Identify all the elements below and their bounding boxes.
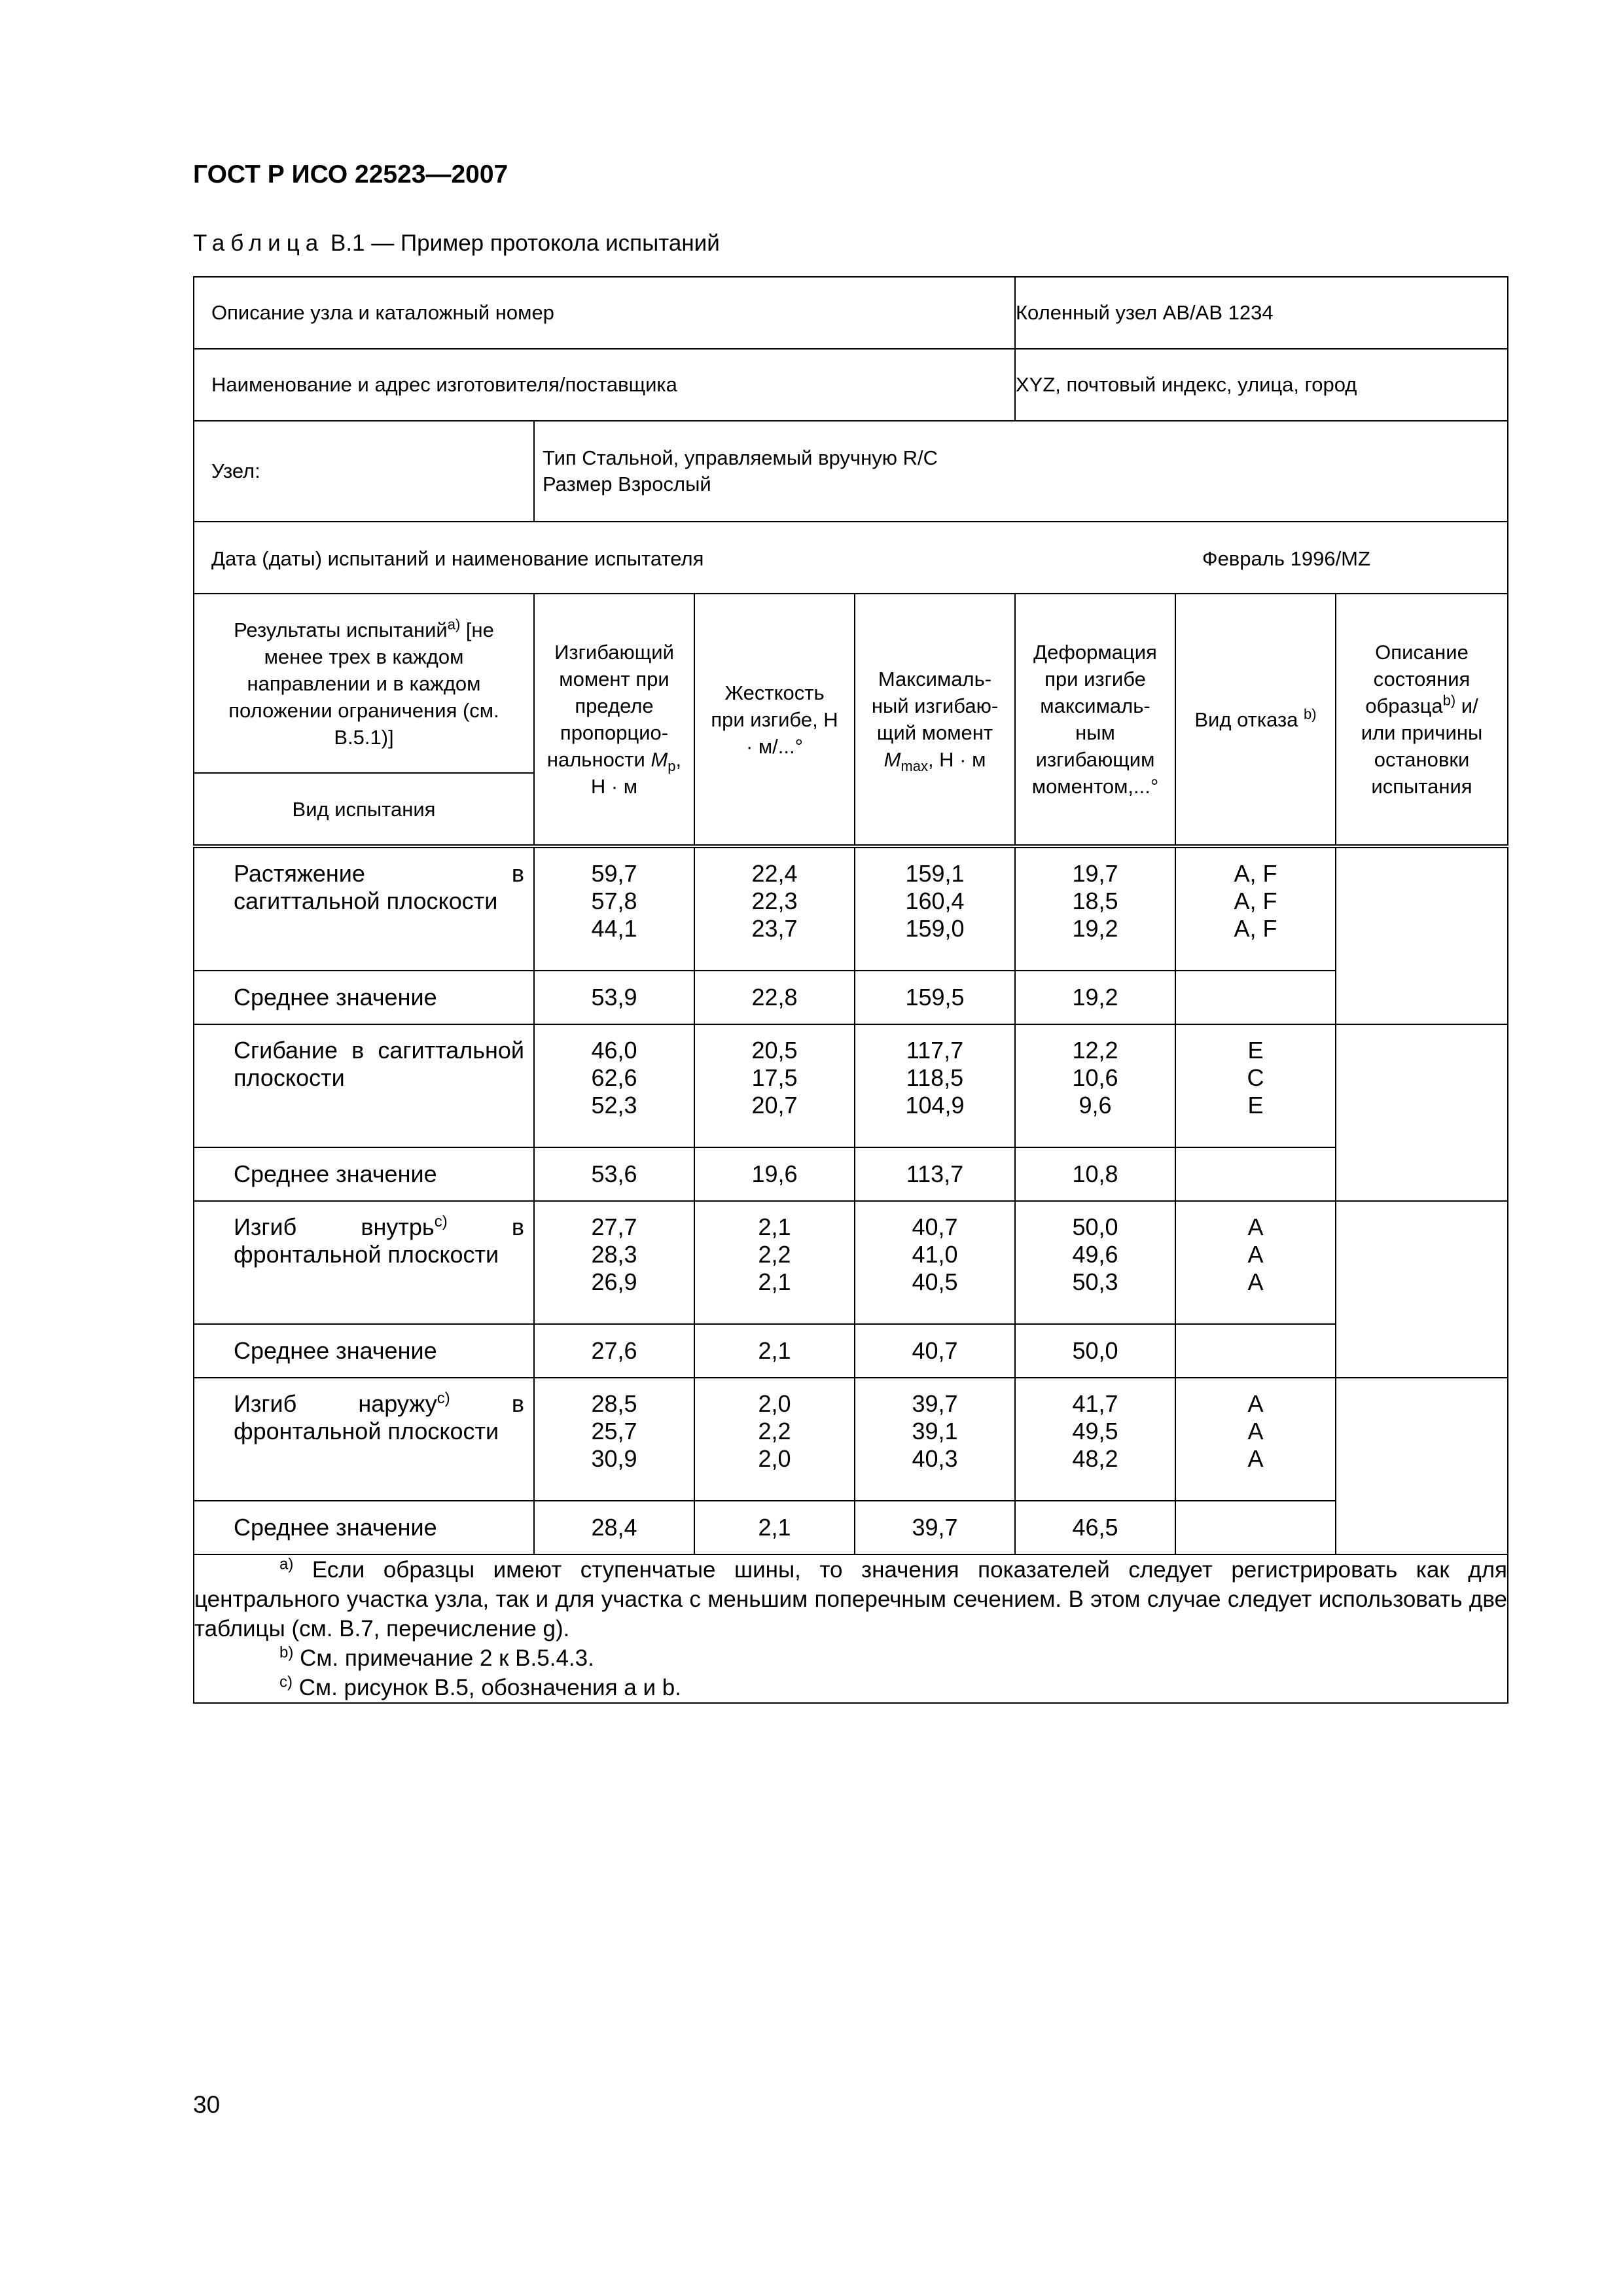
max-moment-values: 159,1 160,4 159,0 <box>855 846 1015 971</box>
failure-values: A A A <box>1175 1378 1336 1501</box>
average-failure <box>1175 1501 1336 1554</box>
node-type: Тип Стальной, управляемый вручную R/C <box>543 446 938 469</box>
average-deformation: 50,0 <box>1015 1324 1175 1378</box>
table-row-average <box>194 1147 1508 1201</box>
header-deformation: Деформация при изгибе максималь-ным изгибающим моментом,...° <box>1015 594 1175 846</box>
failure-values: A A A <box>1175 1201 1336 1324</box>
deformation-values: 50,0 49,6 50,3 <box>1015 1201 1175 1324</box>
header-moment: Изгибающий момент при пределе пропорцио-нальности $M_p$, Н · м <box>534 594 694 846</box>
maker-label: Наименование и адрес изготовителя/поставщика <box>194 349 1015 421</box>
stiffness-values: 2,0 2,2 2,0 <box>694 1378 855 1501</box>
table-row-average <box>194 1324 1508 1378</box>
info-row-maker <box>194 349 1508 421</box>
caption-title: — Пример протокола испытаний <box>371 230 720 256</box>
date-value: Февраль 1996/MZ <box>1202 547 1370 570</box>
average-moment: 27,6 <box>534 1324 694 1378</box>
table-row <box>194 1378 1508 1501</box>
description-label: Описание узла и каталожный номер <box>194 277 1015 349</box>
notes-row <box>194 1554 1508 1703</box>
moment-values: 27,7 28,3 26,9 <box>534 1201 694 1324</box>
header-results: Результаты испытаний$^{а)}$ [не менее трех в каждом направлении и в каждом положении ограничения (см. В.5.1)] <box>194 594 534 773</box>
average-deformation: 10,8 <box>1015 1147 1175 1201</box>
table-caption <box>193 230 720 257</box>
caption-prefix: Таблица <box>193 230 325 256</box>
deformation-values: 41,7 49,5 48,2 <box>1015 1378 1175 1501</box>
table-row <box>194 1201 1508 1324</box>
header-test-type: Вид испытания <box>194 773 534 846</box>
test-name: Растяжение в сагиттальной плоскости <box>194 846 534 971</box>
average-max-moment: 39,7 <box>855 1501 1015 1554</box>
max-moment-values: 40,7 41,0 40,5 <box>855 1201 1015 1324</box>
average-stiffness: 19,6 <box>694 1147 855 1201</box>
date-label: Дата (даты) испытаний и наименование испытателя <box>211 547 704 570</box>
description-cell <box>1336 846 1508 1024</box>
test-protocol-table <box>193 276 1508 1704</box>
average-max-moment: 40,7 <box>855 1324 1015 1378</box>
average-label: Среднее значение <box>194 1147 534 1201</box>
average-failure <box>1175 1147 1336 1201</box>
average-moment: 53,6 <box>534 1147 694 1201</box>
stiffness-values: 22,4 22,3 23,7 <box>694 846 855 971</box>
caption-number: В.1 <box>330 230 365 256</box>
description-cell <box>1336 1201 1508 1378</box>
maker-value: XYZ, почтовый индекс, улица, город <box>1015 349 1508 421</box>
failure-values: E C E <box>1175 1024 1336 1147</box>
description-cell <box>1336 1024 1508 1201</box>
moment-values: 28,5 25,7 30,9 <box>534 1378 694 1501</box>
average-max-moment: 113,7 <box>855 1147 1015 1201</box>
deformation-values: 19,7 18,5 19,2 <box>1015 846 1175 971</box>
node-details <box>534 421 1508 522</box>
stiffness-values: 2,1 2,2 2,1 <box>694 1201 855 1324</box>
average-label: Среднее значение <box>194 1324 534 1378</box>
max-moment-values: 117,7 118,5 104,9 <box>855 1024 1015 1147</box>
average-moment: 28,4 <box>534 1501 694 1554</box>
info-row-date <box>194 522 1508 594</box>
average-stiffness: 2,1 <box>694 1501 855 1554</box>
footnotes <box>194 1554 1508 1703</box>
page-number: 30 <box>193 2091 221 2118</box>
header-stiffness: Жесткость при изгибе, Н · м/...° <box>694 594 855 846</box>
test-name: Сгибание в сагиттальной плоскости <box>194 1024 534 1147</box>
table-row-average <box>194 971 1508 1024</box>
node-size: Размер Взрослый <box>543 473 711 495</box>
footnote-a: $^{а)}$ Если образцы имеют ступенчатые шины, то значения показателей следует регистрировать как для центрального участка узла, так и для участка с меньшим поперечным сечением. В этом случае следует использовать две таблицы (см. В.7, перечисление g). <box>194 1555 1507 1641</box>
moment-values: 59,7 57,8 44,1 <box>534 846 694 971</box>
average-stiffness: 2,1 <box>694 1324 855 1378</box>
table-row <box>194 1024 1508 1147</box>
footnote-c: $^{c)}$ См. рисунок В.5, обозначения а и b. <box>279 1673 681 1700</box>
header-description: Описание состояния образца$^{b)}$ и/или причины остановки испытания <box>1336 594 1508 846</box>
average-label: Среднее значение <box>194 971 534 1024</box>
table-row-average <box>194 1501 1508 1554</box>
description-cell <box>1336 1378 1508 1554</box>
header-max-moment: Максималь-ный изгибаю-щий момент $M_{max}$, Н · м <box>855 594 1015 846</box>
info-row-node <box>194 421 1508 522</box>
footnote-b: $^{b)}$ См. примечание 2 к В.5.4.3. <box>279 1643 594 1671</box>
average-failure <box>1175 1324 1336 1378</box>
description-value: Коленный узел АВ/АВ 1234 <box>1015 277 1508 349</box>
date-cell <box>194 522 1508 594</box>
average-max-moment: 159,5 <box>855 971 1015 1024</box>
test-name: Изгиб внутрь$^{c)}$ в фронтальной плоскости <box>194 1201 534 1324</box>
average-moment: 53,9 <box>534 971 694 1024</box>
failure-values: A, F A, F A, F <box>1175 846 1336 971</box>
average-failure <box>1175 971 1336 1024</box>
deformation-values: 12,2 10,6 9,6 <box>1015 1024 1175 1147</box>
average-stiffness: 22,8 <box>694 971 855 1024</box>
info-row-description <box>194 277 1508 349</box>
max-moment-values: 39,7 39,1 40,3 <box>855 1378 1015 1501</box>
column-header-row <box>194 594 1508 773</box>
average-deformation: 19,2 <box>1015 971 1175 1024</box>
average-label: Среднее значение <box>194 1501 534 1554</box>
stiffness-values: 20,5 17,5 20,7 <box>694 1024 855 1147</box>
moment-values: 46,0 62,6 52,3 <box>534 1024 694 1147</box>
average-deformation: 46,5 <box>1015 1501 1175 1554</box>
node-label: Узел: <box>194 421 534 522</box>
header-failure: Вид отказа $^{b)}$ <box>1175 594 1336 846</box>
test-name: Изгиб наружу$^{c)}$ в фронтальной плоскости <box>194 1378 534 1501</box>
document-header: ГОСТ Р ИСО 22523—2007 <box>193 160 508 188</box>
table-row <box>194 846 1508 971</box>
